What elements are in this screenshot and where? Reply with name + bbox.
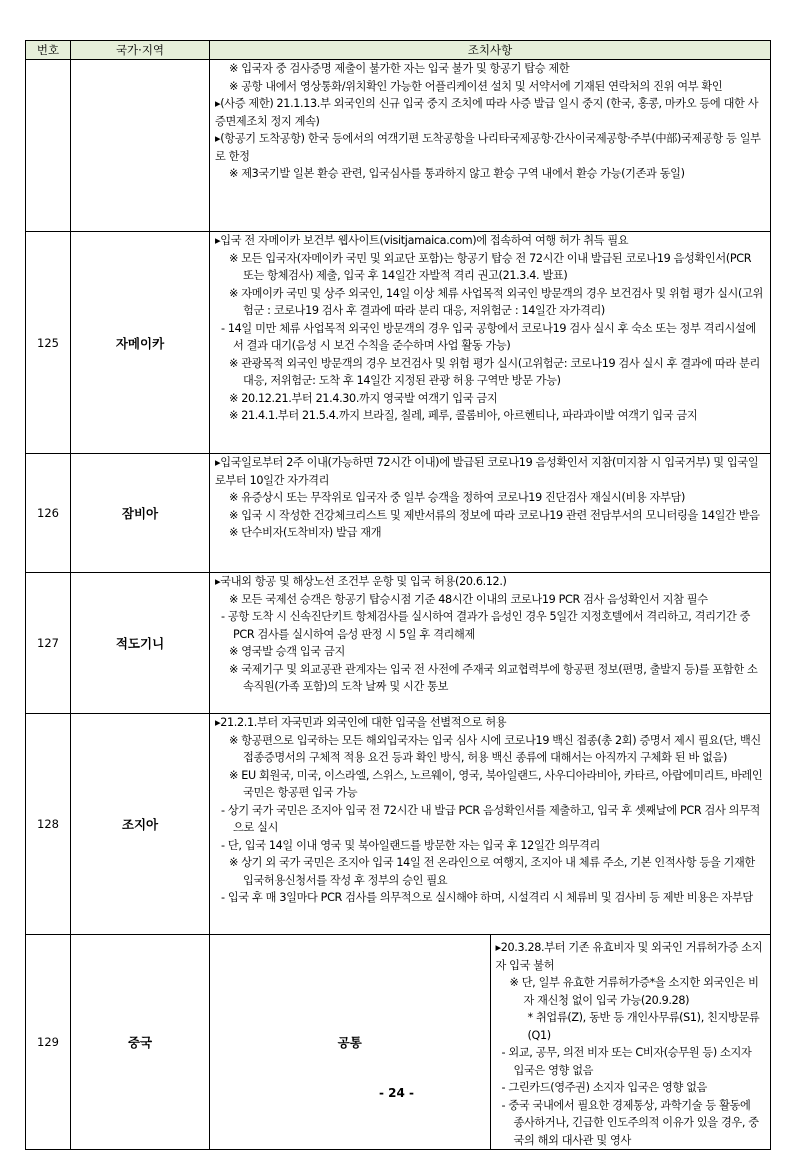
measure-line: ※ 단수비자(도착비자) 발급 재개 [229, 526, 382, 539]
header-number: 번호 [26, 41, 71, 60]
measure-line: ※ 입국자 중 검사증명 제출이 불가한 자는 입국 불가 및 항공기 탑승 제한 [229, 62, 570, 75]
header-measures: 조치사항 [210, 41, 771, 60]
measure-line: ※ 21.4.1.부터 21.5.4.까지 브라질, 칠레, 페루, 콜롬비아, 아르헨티나, 파라과이발 여객기 입국 금지 [229, 409, 698, 422]
row-number: 127 [26, 573, 71, 714]
page-number: - 24 - [378, 1086, 414, 1100]
row-country: 자메이카 [71, 232, 210, 454]
row-measures [210, 232, 771, 454]
measure-line: ▸21.2.1.부터 자국민과 외국인에 대한 입국을 선별적으로 허용 [215, 716, 507, 729]
measure-line: ※ 상기 외 국가 국민은 조지아 입국 14일 전 온라인으로 여행지, 조지아 내 체류 주소, 기본 인적사항 등을 기재한 입국허용신청서를 작성 후 정부의 승인 필요 [229, 856, 755, 887]
measure-line: - 단, 입국 14일 이내 영국 및 북아일랜드를 방문한 자는 입국 후 12일간 의무격리 [221, 838, 600, 852]
table-row [26, 935, 771, 1150]
table-row [26, 232, 771, 454]
table-header-row [26, 41, 771, 60]
measure-line: ※ 국제기구 및 외교공관 관계자는 입국 전 사전에 주재국 외교협력부에 항공편 정보(편명, 출발지 등)를 포함한 소속직원(가족 포함)의 도착 날짜 및 시간 통보 [229, 662, 758, 693]
row-number: 126 [26, 454, 71, 573]
row-measures [210, 714, 771, 935]
measure-line: ※ 유증상시 또는 무작위로 입국자 중 일부 승객을 정하여 코로나19 진단검사 재실시(비용 자부담) [229, 491, 685, 504]
measure-line: ※ 자메이카 국민 및 상주 외국인, 14일 이상 체류 사업목적 외국인 방문객의 경우 보건검사 및 위험 평가 실시(고위험군 : 코로나19 검사 후 결과에 따라 분리 대응, 저위험군 : 14일간 자가격리) [229, 286, 763, 317]
measure-line: ※ 공항 내에서 영상통화/위치확인 가능한 어플리케이션 설치 및 서약서에 기재된 연락처의 진위 여부 확인 [229, 79, 723, 93]
measure-line: ▸국내외 항공 및 해상노선 조건부 운항 및 입국 허용(20.6.12.) [215, 575, 507, 588]
measure-line: ▸(항공기 도착공항) 한국 등에서의 여객기편 도착공항을 나리타국제공항·간사이국제공항·주부(中部)국제공항 등 일부로 한정 [215, 132, 761, 163]
measure-line: ※ 관광목적 외국인 방문객의 경우 보건검사 및 위험 평가 실시(고위험군: 코로나19 검사 실시 후 결과에 따라 분리 대응, 저위험군: 도착 후 14일간 지정된 관광 허용 구역만 방문 가능) [229, 356, 760, 387]
row-country: 적도기니 [71, 573, 210, 714]
row-number: 128 [26, 714, 71, 935]
row-country: 중국 [71, 935, 210, 1150]
header-country: 국가·지역 [71, 41, 210, 60]
row-region: 공통 [210, 935, 491, 1150]
measure-line: - 14일 미만 체류 사업목적 외국인 방문객의 경우 입국 공항에서 코로나19 검사 실시 후 숙소 또는 정부 격리시설에서 결과 대기(음성 시 보건 수칙을 준수하며 사업 활동 가능) [221, 321, 756, 352]
document-page [25, 40, 771, 1150]
row-number: 125 [26, 232, 71, 454]
measure-line: ※ 단, 일부 유효한 거류허가증*을 소지한 외국인은 비자 재신청 없이 입국 가능(20.9.28) [509, 976, 759, 1007]
measure-line: - 중국 국내에서 필요한 경제통상, 과학기술 등 활동에 종사하거나, 긴급한 인도주의적 이유가 있을 경우, 중국의 해외 대사관 및 영사 [501, 1098, 759, 1147]
measure-line: ※ 20.12.21.부터 21.4.30.까지 영국발 여객기 입국 금지 [229, 391, 498, 405]
measure-line: ▸입국 전 자메이카 보건부 웹사이트(visitjamaica.com)에 접속하여 여행 허가 취득 필요 [215, 234, 629, 247]
row-measures [490, 935, 771, 1150]
measure-line: ※ EU 회원국, 미국, 이스라엘, 스위스, 노르웨이, 영국, 북아일랜드, 사우디아라비아, 카타르, 아랍에미리트, 바레인 국민은 항공편 입국 가능 [229, 768, 763, 799]
measure-line: ※ 모든 입국자(자메이카 국민 및 외교단 포함)는 항공기 탑승 전 72시간 이내 발급된 코로나19 음성확인서(PCR 또는 항체검사) 제출, 입국 후 14일간 자발적 격리 권고(21.3.4. 발표) [229, 251, 752, 282]
measure-line: - 그린카드(영주권) 소지자 입국은 영향 없음 [501, 1081, 708, 1094]
row-country [71, 60, 210, 232]
row-number: 129 [26, 935, 71, 1150]
row-number [26, 60, 71, 232]
row-country: 잠비아 [71, 454, 210, 573]
row-measures [210, 573, 771, 714]
row-country: 조지아 [71, 714, 210, 935]
measure-line: ▸20.3.28.부터 기존 유효비자 및 외국인 거류허가증 소지자 입국 불허 [495, 941, 763, 972]
row-measures [210, 454, 771, 573]
measure-line: ※ 제3국기발 일본 환승 관련, 입국심사를 통과하지 않고 환승 구역 내에서 환승 가능(기존과 동일) [229, 167, 685, 180]
row-measures [210, 60, 771, 232]
measure-line: ※ 영국발 승객 입국 금지 [229, 645, 345, 658]
table-row [26, 454, 771, 573]
measure-line: ▸입국일로부터 2주 이내(가능하면 72시간 이내)에 발급된 코로나19 음성확인서 지참(미지참 시 입국거부) 및 입국일로부터 10일간 자가격리 [215, 456, 759, 487]
measure-line: ※ 모든 국제선 승객은 항공기 탑승시점 기준 48시간 이내의 코로나19 PCR 검사 음성확인서 지참 필수 [229, 592, 708, 606]
measure-line: - 입국 후 매 3일마다 PCR 검사를 의무적으로 실시해야 하며, 시설격리 시 체류비 및 검사비 등 제반 비용은 자부담 [221, 891, 753, 904]
measure-line: - 외교, 공무, 의전 비자 또는 C비자(승무원 등) 소지자 입국은 영향 없음 [501, 1046, 752, 1077]
measure-line: - 상기 국가 국민은 조지아 입국 전 72시간 내 발급 PCR 음성확인서를 제출하고, 입국 후 셋째날에 PCR 검사 의무적으로 실시 [221, 803, 760, 834]
measure-line: ※ 항공편으로 입국하는 모든 해외입국자는 입국 심사 시에 코로나19 백신 접종(총 2회) 증명서 제시 필요(단, 백신접종증명서의 구체적 적용 요건 등과 확인 방식, 허용 백신 종류에 대해서는 아직까지 구체화 된 바 없음) [229, 733, 761, 764]
measure-line: - 공항 도착 시 신속진단키트 항체검사를 실시하여 결과가 음성인 경우 5일간 지정호텔에서 격리하고, 격리기간 중 PCR 검사를 실시하여 음성 판정 시 5일 후 격리해제 [221, 610, 751, 641]
measure-line: ▸(사증 제한) 21.1.13.부 외국인의 신규 입국 중지 조치에 따라 사증 발급 일시 중지 (한국, 홍콩, 마카오 등에 대한 사증면제조치 정지 계속) [215, 97, 759, 128]
measure-line: ※ 입국 시 작성한 건강체크리스트 및 제반서류의 정보에 따라 코로나19 관련 전담부서의 모니터링을 14일간 받음 [229, 508, 760, 522]
table-row [26, 714, 771, 935]
table-row [26, 60, 771, 232]
measure-line: * 취업류(Z), 동반 등 개인사무류(S1), 친지방문류(Q1) [527, 1011, 760, 1042]
country-measures-table [25, 40, 771, 1150]
table-row [26, 573, 771, 714]
